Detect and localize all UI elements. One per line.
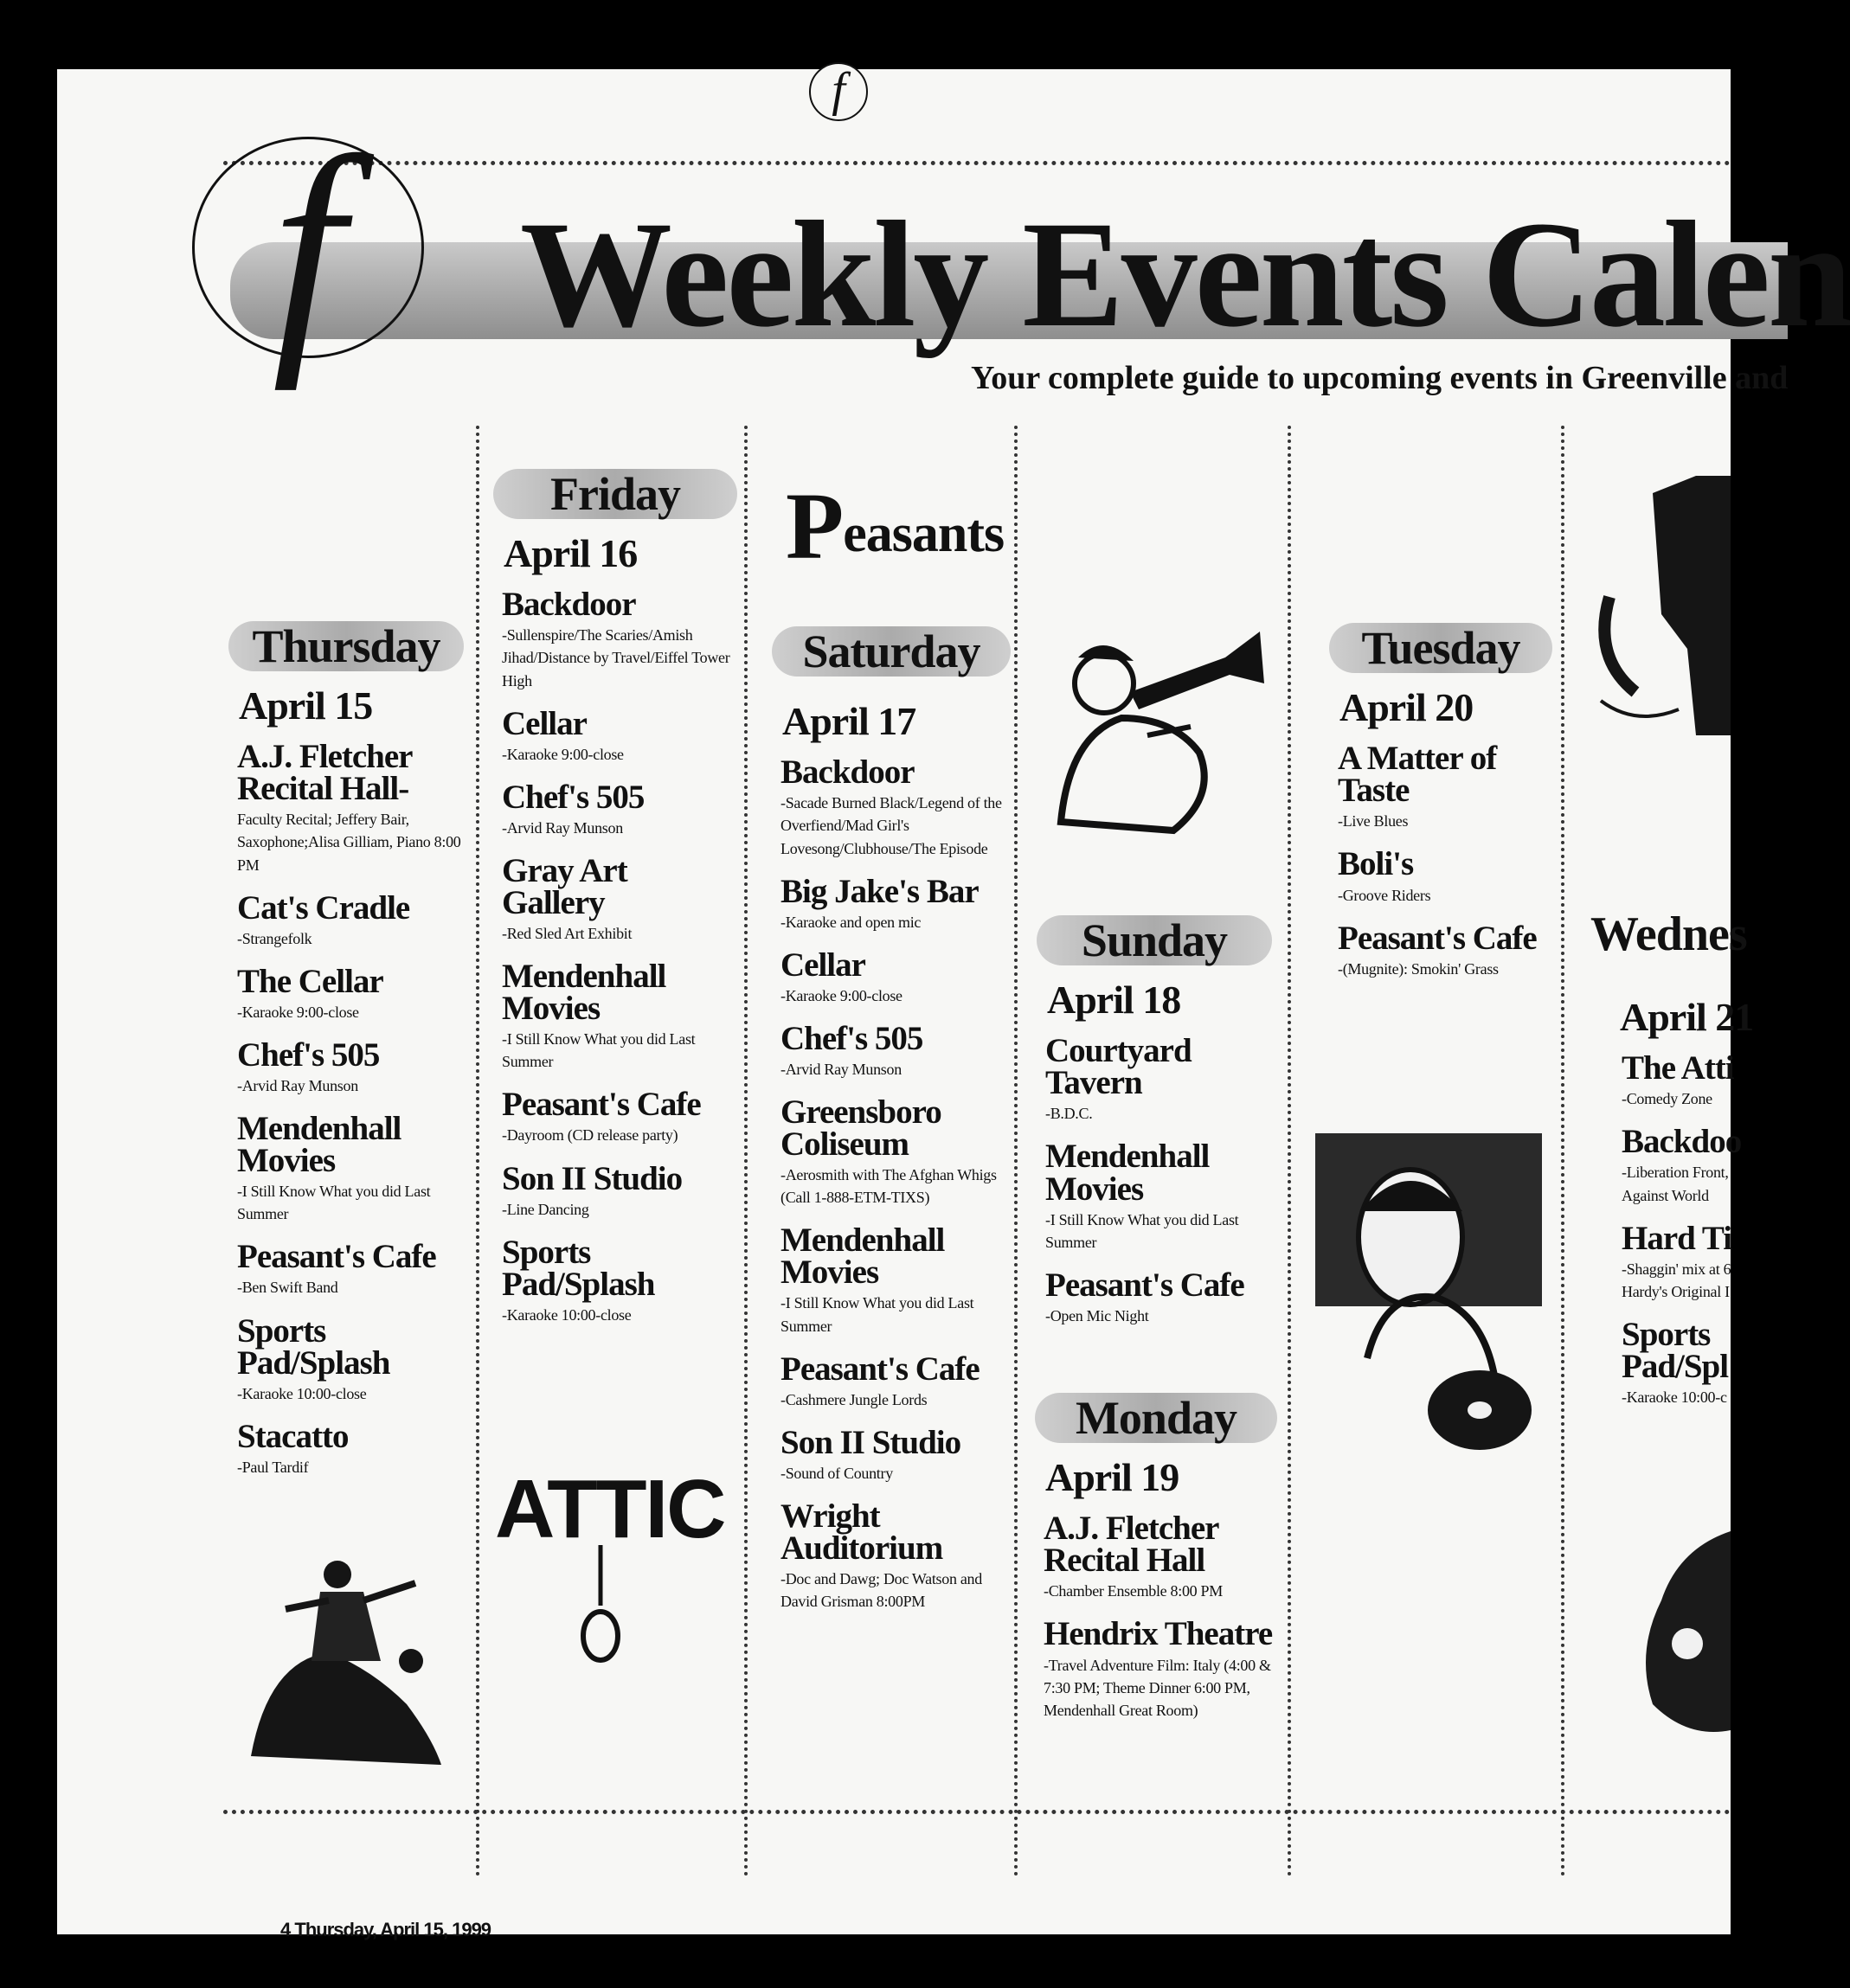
event-name: Hard Ti: [1622, 1219, 1732, 1257]
event-item: [1044, 1512, 1277, 1602]
event-detail: -Karaoke 10:00-c: [1622, 1388, 1727, 1406]
day-heading: Monday: [1035, 1393, 1277, 1443]
event-detail: -I Still Know What you did Last Summer: [237, 1183, 431, 1223]
event-detail: -Groove Riders: [1338, 886, 1431, 904]
event-name: Sports Pad/Splash: [502, 1233, 655, 1303]
event-item: [1045, 1032, 1272, 1125]
event-name: Son II Studio: [780, 1423, 961, 1461]
event-item: [1338, 919, 1552, 980]
day-date: April 21: [1620, 995, 1754, 1039]
event-detail: -Paul Tardif: [237, 1458, 309, 1476]
event-item: [1622, 1219, 1743, 1303]
event-item: [780, 1423, 1011, 1485]
event-detail: -Dayroom (CD release party): [502, 1126, 678, 1145]
event-name: Gray Art Gallery: [502, 851, 627, 921]
event-name: Peasant's Cafe: [1338, 919, 1537, 957]
event-detail: -Sound of Country: [780, 1464, 893, 1482]
page-subtitle: Your complete guide to upcoming events in Greenville and: [971, 360, 1789, 396]
event-detail: Faculty Recital; Jeffery Bair, Saxophone;Alisa Gilliam, Piano 8:00 PM: [237, 811, 461, 874]
event-item: [502, 960, 737, 1073]
event-detail: -I Still Know What you did Last Summer: [1045, 1210, 1239, 1251]
event-name: Backdoor: [780, 754, 915, 792]
day-heading: Tuesday: [1329, 623, 1552, 673]
event-name: Greensboro Coliseum: [780, 1093, 941, 1164]
event-detail: -Comedy Zone: [1622, 1090, 1712, 1108]
event-item: [780, 872, 1011, 933]
event-detail: -Arvid Ray Munson: [237, 1077, 358, 1094]
day-date: April 15: [239, 683, 373, 728]
event-detail: -Strangefolk: [237, 929, 312, 947]
event-detail: -Line Dancing: [502, 1200, 589, 1218]
event-item: [1622, 1315, 1743, 1408]
event-item: [237, 1311, 464, 1405]
event-item: [780, 756, 1011, 859]
day-heading: Sunday: [1037, 915, 1272, 965]
event-name: Hendrix Theatre: [1044, 1615, 1273, 1653]
event-name: A.J. Fletcher Recital Hall-: [237, 738, 412, 808]
bottom-dotted-rule: [223, 1810, 1731, 1814]
event-detail: -B.D.C.: [1045, 1105, 1093, 1123]
event-name: Stacatto: [237, 1417, 349, 1455]
event-item: [1045, 1266, 1272, 1327]
event-item: [780, 1224, 1011, 1337]
day-date: April 17: [782, 699, 916, 743]
event-item: [1622, 1125, 1743, 1206]
column-divider: [744, 426, 748, 1877]
event-name: Courtyard Tavern: [1045, 1032, 1192, 1102]
page-title: Weekly Events Calen: [520, 190, 1850, 359]
event-item: [502, 588, 737, 691]
event-item: [502, 1233, 737, 1326]
event-name: The Cellar: [237, 962, 383, 1000]
event-item: [237, 1238, 464, 1299]
event-item: [237, 888, 464, 950]
event-item: [502, 1159, 737, 1221]
page-number: 4: [280, 1919, 291, 1940]
event-name: Cat's Cradle: [237, 888, 410, 927]
event-detail: -Karaoke 10:00-close: [502, 1305, 632, 1324]
peasants-logo: [786, 471, 1004, 581]
event-name: Peasant's Cafe: [237, 1238, 436, 1276]
dancing-couple-icon: [234, 1549, 460, 1773]
dancer-silhouette-icon: [1601, 476, 1731, 744]
column-thursday: [228, 621, 464, 1494]
event-name: Mendenhall Movies: [1045, 1138, 1210, 1208]
event-name: Big Jake's Bar: [780, 872, 979, 910]
f-emblem-large: f: [192, 137, 424, 358]
event-detail: -Live Blues: [1338, 812, 1409, 830]
column-monday: [1035, 1393, 1277, 1737]
event-detail: -Arvid Ray Munson: [780, 1060, 902, 1078]
column-tuesday: [1329, 623, 1552, 996]
event-detail: -Cashmere Jungle Lords: [780, 1390, 928, 1408]
costume-dancer-icon: [1627, 1531, 1731, 1739]
event-name: Backdoo: [1622, 1123, 1742, 1161]
event-name: Chef's 505: [237, 1036, 380, 1074]
event-item: [780, 1019, 1011, 1081]
column-friday: [493, 469, 737, 1342]
day-heading: Saturday: [772, 626, 1011, 677]
column-divider: [1561, 426, 1564, 1877]
event-detail: -Karaoke 9:00-close: [502, 745, 624, 763]
event-detail: -Sullenspire/The Scaries/Amish Jihad/Distance by Travel/Eiffel Tower High: [502, 626, 730, 689]
event-detail: -Sacade Burned Black/Legend of the Overfiend/Mad Girl's Lovesong/Clubhouse/The Episode: [780, 794, 1002, 857]
event-detail: -Arvid Ray Munson: [502, 818, 623, 837]
event-item: [780, 1350, 1011, 1411]
column-sunday: [1037, 915, 1272, 1343]
event-detail: -(Mugnite): Smokin' Grass: [1338, 959, 1499, 978]
event-detail: -Ben Swift Band: [237, 1279, 338, 1297]
event-name: The Atti: [1622, 1049, 1734, 1087]
page-footer: [280, 1919, 491, 1941]
column-divider: [1288, 426, 1291, 1877]
event-item: [237, 962, 464, 1023]
column-divider: [476, 426, 479, 1877]
event-name: Son II Studio: [502, 1159, 683, 1197]
event-item: [1338, 845, 1552, 906]
event-detail: -Karaoke 9:00-close: [780, 986, 903, 1004]
event-item: [1044, 1615, 1277, 1721]
day-date: April 16: [504, 531, 638, 575]
event-name: Sports Pad/Splash: [237, 1311, 390, 1382]
peasants-logo-text: easants: [843, 504, 1005, 563]
event-item: [780, 1093, 1011, 1209]
f-emblem-small: f: [809, 62, 868, 121]
noose-icon: [575, 1545, 626, 1666]
event-detail: -Open Mic Night: [1045, 1306, 1149, 1324]
event-detail: -Red Sled Art Exhibit: [502, 925, 633, 942]
event-item: [502, 851, 737, 945]
event-detail: -I Still Know What you did Last Summer: [502, 1030, 696, 1071]
day-heading: Friday: [493, 469, 737, 519]
event-detail: -Karaoke and open mic: [780, 913, 922, 931]
column-wednesday: [1590, 907, 1755, 1424]
event-item: [237, 738, 464, 875]
event-detail: -Liberation Front, Against World: [1622, 1164, 1729, 1204]
attic-logo: [495, 1462, 724, 1557]
event-name: Chef's 505: [780, 1019, 923, 1057]
event-item: [1045, 1140, 1272, 1253]
event-detail: -Aerosmith with The Afghan Whigs (Call 1-888-ETM-TIXS): [780, 1166, 997, 1207]
event-detail: -Doc and Dawg; Doc Watson and David Grisman 8:00PM: [780, 1569, 982, 1611]
event-name: Peasant's Cafe: [502, 1086, 701, 1124]
footer-dateline: Thursday, April 15, 1999: [294, 1919, 491, 1940]
event-name: Mendenhall Movies: [237, 1110, 401, 1180]
day-heading: Wednes: [1590, 907, 1747, 961]
event-item: [1338, 742, 1552, 832]
peasants-logo-initial: P: [786, 473, 844, 579]
day-heading: Thursday: [228, 621, 464, 671]
event-detail: -Travel Adventure Film: Italy (4:00 & 7:30 PM; Theme Dinner 6:00 PM, Mendenhall Great Room): [1044, 1656, 1271, 1719]
column-divider: [1014, 426, 1018, 1877]
event-name: Mendenhall Movies: [502, 958, 666, 1028]
event-name: Mendenhall Movies: [780, 1222, 945, 1292]
event-name: Cellar: [780, 946, 865, 984]
event-item: [502, 1088, 737, 1146]
event-name: Cellar: [502, 704, 587, 742]
attic-logo-text: ATTIC: [495, 1463, 725, 1555]
man-with-film-reel-icon: [1315, 1133, 1542, 1459]
event-item: [237, 1417, 464, 1478]
event-name: Backdoor: [502, 586, 636, 624]
event-name: Chef's 505: [502, 778, 645, 816]
day-date: April 20: [1339, 685, 1474, 729]
event-name: Peasant's Cafe: [1045, 1266, 1244, 1304]
event-item: [502, 704, 737, 766]
event-item: [1622, 1049, 1755, 1110]
event-name: Peasant's Cafe: [780, 1350, 980, 1388]
event-detail: -Shaggin' mix at 6 Hardy's Original I: [1622, 1260, 1731, 1300]
event-name: Wright Auditorium: [780, 1497, 943, 1567]
event-detail: -Karaoke 9:00-close: [237, 1003, 359, 1021]
event-item: [780, 1497, 1011, 1613]
day-date: April 19: [1045, 1455, 1179, 1499]
event-name: A.J. Fletcher Recital Hall: [1044, 1510, 1218, 1580]
top-dotted-rule: [223, 161, 1731, 165]
event-name: Sports Pad/Spl: [1622, 1315, 1729, 1385]
trumpet-player-icon: [1044, 623, 1277, 837]
event-item: [237, 1110, 464, 1225]
event-name: A Matter of Taste: [1338, 740, 1497, 810]
event-name: Boli's: [1338, 845, 1414, 883]
event-detail: -Chamber Ensemble 8:00 PM: [1044, 1582, 1223, 1600]
column-saturday: [772, 626, 1011, 1628]
event-item: [502, 778, 737, 839]
event-detail: -I Still Know What you did Last Summer: [780, 1294, 974, 1335]
event-item: [237, 1036, 464, 1097]
event-item: [780, 946, 1011, 1007]
day-date: April 18: [1047, 978, 1181, 1022]
event-detail: -Karaoke 10:00-close: [237, 1384, 367, 1402]
